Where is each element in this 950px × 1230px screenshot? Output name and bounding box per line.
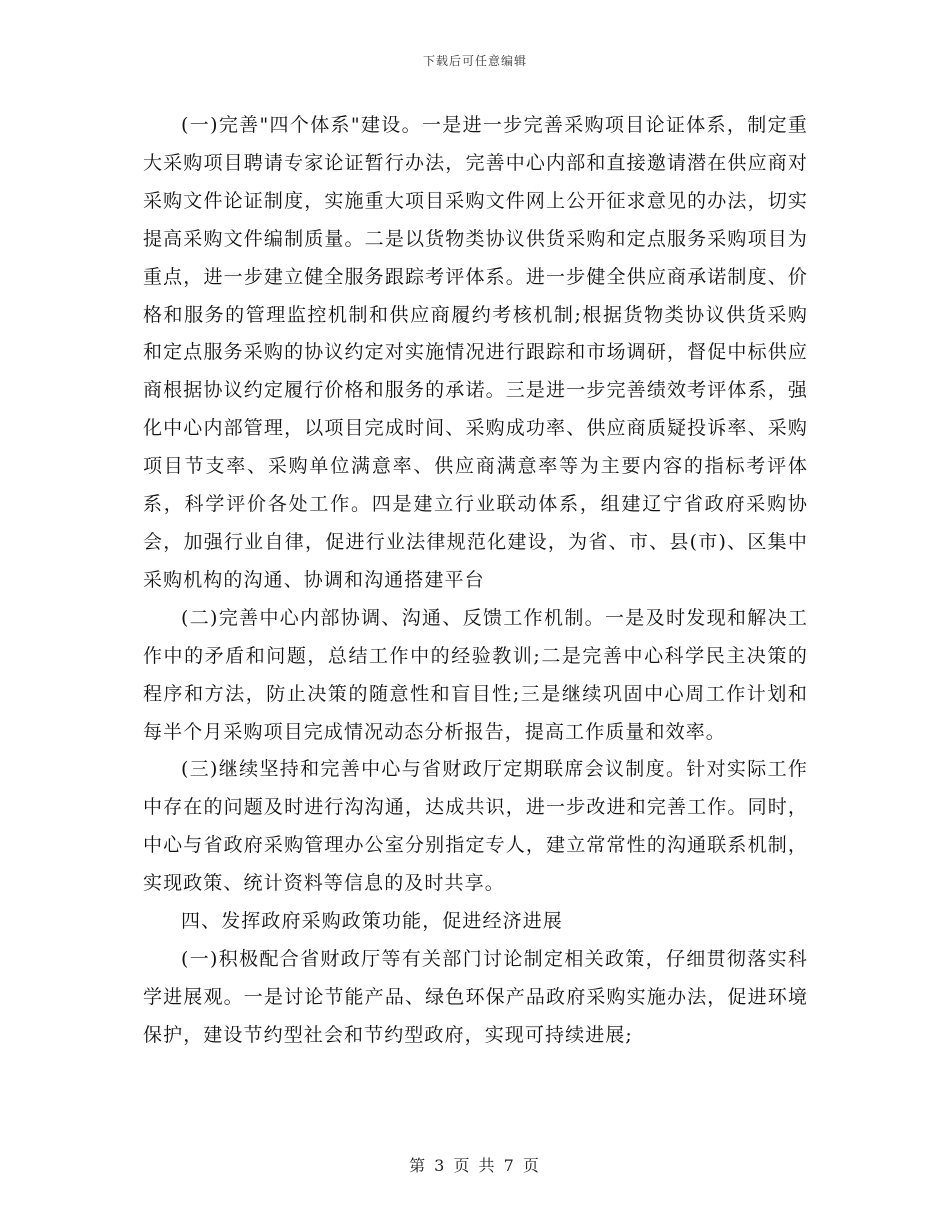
paragraph-joint-meeting: (三)继续坚持和完善中心与省财政厅定期联席会议制度。针对实际工作中存在的问题及时进行沟沟通，达成共识，进一步改进和完善工作。同时，中心与省政府采购管理办公室分别指定专人，建立常常性的沟通联系机制，实现政策、统计资料等信息的及时共享。 [143, 758, 808, 895]
page-header: 下载后可任意编辑 [422, 54, 527, 68]
document-body [143, 107, 808, 1055]
paragraph-four-systems: (一)完善"四个体系"建设。一是进一步完善采购项目论证体系，制定重大采购项目聘请专家论证暂行办法，完善中心内部和直接邀请潜在供应商对采购文件论证制度，实施重大项目采购文件网上公开征求意见的办法，切实提高采购文件编制质量。二是以货物类协议供货采购和定点服务采购项目为重点，进一步建立健全服务跟踪考评体系。进一步健全供应商承诺制度、价格和服务的管理监控机制和供应商履约考核机制;根据货物类协议供货采购和定点服务采购的协议约定对实施情况进行跟踪和市场调研，督促中标供应商根据协议约定履行价格和服务的承诺。三是进一步完善绩效考评体系，强化中心内部管理，以项目完成时间、采购成功率、供应商质疑投诉率、采购项目节支率、采购单位满意率、供应商满意率等为主要内容的指标考评体系，科学评价各处工作。四是建立行业联动体系，组建辽宁省政府采购协会，加强行业自律，促进行业法律规范化建设，为省、市、县(市)、区集中采购机构的沟通、协调和沟通搭建平台 [143, 114, 808, 591]
section-heading-policy-function: 四、发挥政府采购政策功能，促进经济进展 [181, 910, 563, 933]
paragraph-internal-coordination: (二)完善中心内部协调、沟通、反馈工作机制。一是及时发现和解决工作中的矛盾和问题，总结工作中的经验教训;二是完善中心科学民主决策的程序和方法，防止决策的随意性和盲目性;三是继续巩固中心周工作计划和每半个月采购项目完成情况动态分析报告，提高工作质量和效率。 [143, 606, 808, 743]
paragraph-policy-cooperation: (一)积极配合省财政厅等有关部门讨论制定相关政策，仔细贯彻落实科学进展观。一是讨论节能产品、绿色环保产品政府采购实施办法，促进环境保护，建设节约型社会和节约型政府，实现可持续进展; [143, 947, 808, 1046]
page-number-footer: 第 3 页 共 7 页 [409, 1156, 541, 1175]
